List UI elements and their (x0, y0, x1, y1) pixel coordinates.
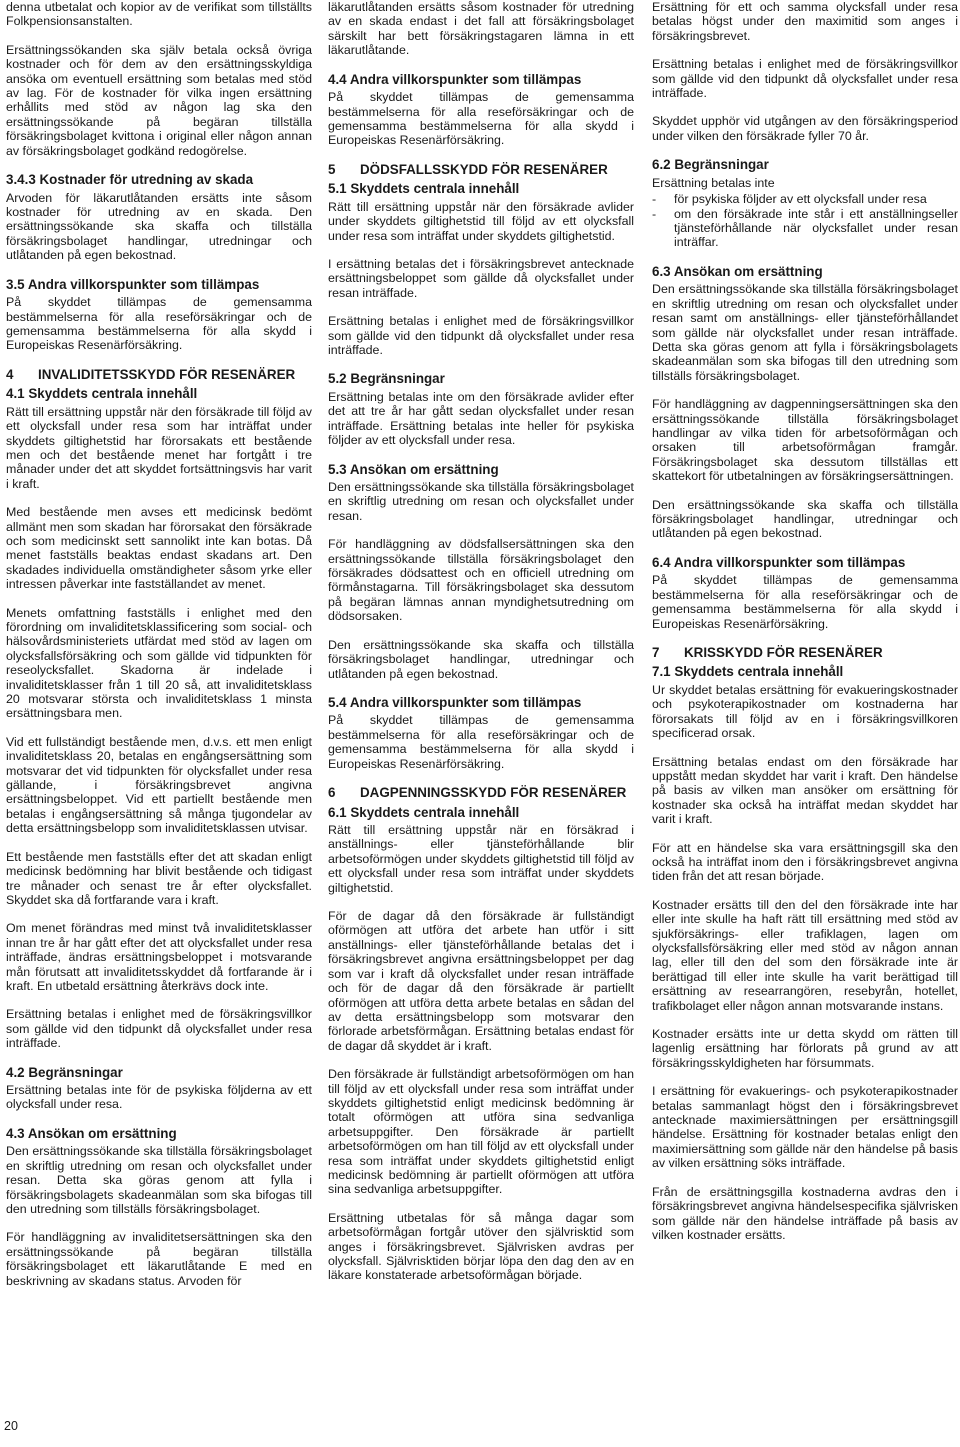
paragraph: denna utbetalat och kopior av de verifikat som tillställts Folkpensionsanstalten. (6, 0, 312, 29)
paragraph: Ersättning betalas inte om den försäkrade avlider efter det att tre år har gått sedan olycksfallet under resan inträffade. Ersättning betalas inte heller för psykiska följder av ett olycksfall under resa. (328, 389, 634, 448)
paragraph: På skyddet tillämpas de gemensamma bestämmelserna för alla reseförsäkringar och de gemensamma bestämmelserna för alla skydd i Europeiskas Resenärförsäkring. (328, 713, 634, 771)
chapter-heading (328, 785, 634, 801)
chapter-heading (6, 367, 312, 383)
section-heading: 6.4 Andra villkorspunkter som tillämpas (652, 554, 906, 570)
chapter-title: DÖDSFALLSSKYDD FÖR RESENÄRER (360, 161, 608, 177)
section-heading: 6.1 Skyddets centrala innehåll (328, 804, 520, 820)
paragraph: Från de ersättningsgilla kostnaderna avdras den i försäkringsbrevet angivna händelsespecifika självrisken som gällde när den händelse inträffade på basis av vilken kostnader ersätts. (652, 1184, 958, 1242)
chapter-number: 4 (6, 366, 14, 382)
chapter-heading (328, 162, 634, 178)
paragraph: På skyddet tillämpas de gemensamma bestämmelserna för alla reseförsäkringar och de gemensamma bestämmelserna för alla skydd i Europeiskas Resenärförsäkring. (652, 573, 958, 631)
paragraph: Ersättning betalas inte (652, 175, 775, 190)
paragraph: Den ersättningssökande ska tillställa försäkringsbolaget en skriftlig utredning om resan och olycksfallet under resan. Detta ska göras genom att fylla i försäkringsbolagets skadeanmälan som ska bifogas till den utredning som tillställs försäkringsbolaget. (6, 1144, 312, 1216)
paragraph: För handläggning av dagpenningsersättningen ska den ersättningssökande tillställa försäkringsbolaget handlingar av vilka tiden för arbetsoförmågan och orsaken till arbetsoförmågan framgår. Försäkringsbolaget ska dessutom tillställas ett skattekort för utbetalningen av försäkringsersättningen. (652, 397, 958, 484)
paragraph: Ur skyddet betalas ersättning för evakueringskostnader och psykoterapikostnader om kostnaderna har förorsakats till följd av en i försäkringsvillkoren specificerad orsak. (652, 682, 958, 741)
chapter-heading (652, 645, 958, 661)
chapter-title: KRISSKYDD FÖR RESENÄRER (684, 644, 883, 660)
section-heading: 6.3 Ansökan om ersättning (652, 263, 823, 279)
paragraph: I ersättning för evakuerings- och psykoterapikostnader betalas sammanlagt högst den i försäkringsbrevet antecknade maximiersättningen per ersättningsgill händelse. Ersättning för kostnader betalas enligt den maximiersättning som gällde när den händelse på basis av vilken ersättning söks inträffade. (652, 1084, 958, 1171)
list-item (652, 192, 958, 206)
paragraph: Den försäkrade är fullständigt arbetsoförmögen om han till följd av ett olycksfall under resa som inträffat under skyddets giltighetstid enligt medicinsk bedömning är totalt oförmögen att utföra sina sedvanliga arbetsuppgifter. Den försäkrade är partiellt arbetsoförmögen om han till följd av ett olycksfall under resa som inträffat under skyddets giltighetstid enligt medicinsk bedömning är partiellt oförmögen att utföra sina sedvanliga arbetsuppgifter. (328, 1067, 634, 1197)
paragraph: Kostnader ersätts till den del den försäkrade inte har eller inte skulle ha haft rätt till ersättning med stöd av sjukförsäkrings- eller trafiklagen, lagen om olycksfallsförsäkring eller med stöd av någon annan lag, eller till den del som den försäkrade inte är berättigad till eller inte skulle ha varit berättigad till ersättning av researrangören, resebyrån, hotellet, trafikbolaget eller någon annan motsvarande instans. (652, 897, 958, 1013)
paragraph: Rätt till ersättning uppstår när en försäkrad i anställnings- eller tjänsteförhållande blir arbetsoförmögen under skyddets giltighetstid till följd av ett olycksfall under resa som inträffat under skyddets giltighetstid. (328, 823, 634, 895)
chapter-number: 7 (652, 644, 660, 660)
paragraph: Den ersättningssökande ska tillställa försäkringsbolaget en skriftlig utredning om resan och olycksfallet under resan. (328, 480, 634, 523)
paragraph: Ersättning utbetalas för så många dagar som arbetsoförmågan fortgår utöver den självrisktid som anges i försäkringsbrevet. Självrisken avdras per olycksfall. Självrisktiden börjar löpa den dag den av en läkare konstaterade arbetsoförmågan började. (328, 1210, 634, 1283)
paragraph: Ersättning betalas i enlighet med de försäkringsvillkor som gällde vid den tidpunkt då olycksfallet under resa inträffade. (6, 1007, 312, 1051)
paragraph: Ett bestående men fastställs efter det att skadan enligt medicinsk bedömning har blivit bestående och tidigast tre månader och senast tre år efter olycksfallet. Skyddet ska då fortfarande vara i kraft. (6, 849, 312, 907)
paragraph: Ersättning betalas i enlighet med de försäkringsvillkor som gällde vid den tidpunkt då olycksfallet under resa inträffade. (328, 314, 634, 357)
paragraph: På skyddet tillämpas de gemensamma bestämmelserna för alla reseförsäkringar och de gemensamma bestämmelserna för alla skydd i Europeiskas Resenärförsäkring. (328, 90, 634, 148)
paragraph: Ersättning betalas endast om den försäkrade har uppstått medan skyddet har varit i kraft. Den händelse på basis av vilken man ansöker om ersättning för kostnader ska också ha inträffat medan skyddet har varit i kraft. (652, 754, 958, 827)
section-heading: 4.3 Ansökan om ersättning (6, 1125, 177, 1141)
section-heading: 5.2 Begränsningar (328, 371, 445, 387)
paragraph: Den ersättningssökande ska tillställa försäkringsbolaget en skriftlig utredning om resan och olycksfallet under resan samt om anställnings- eller tjänsteförhållandet som gällde när olycksfallet under resan inträffade. Detta ska göras genom att fylla i försäkringsbolagets skadeanmälan som ska bifogas till den utredning som tillställs försäkringsbolaget. (652, 282, 958, 383)
dash-list (652, 192, 958, 250)
list-item-text: om den försäkrade inte står i ett anställningseller tjänsteförhållande när olycksfallet under resan inträffar. (674, 206, 958, 250)
paragraph: Ersättning betalas i enlighet med de försäkringsvillkor som gällde vid den tidpunkt då olycksfallet under resa inträffade. (652, 57, 958, 101)
column-1 (6, 0, 312, 1302)
paragraph: För handläggning av invaliditetsersättningen ska den ersättningssökande på begäran tillställa försäkringsbolaget ett läkarutlåtande E med en beskrivning av skadans status. Arvoden för (6, 1230, 312, 1288)
column-3 (652, 0, 958, 1256)
section-heading: 5.1 Skyddets centrala innehåll (328, 181, 520, 197)
chapter-title: INVALIDITETSSKYDD FÖR RESENÄRER (38, 366, 296, 382)
paragraph: Arvoden för läkarutlåtanden ersätts inte såsom kostnader för utredning av en skada. Den ersättningssökande ska skaffa och tillställa försäkringsbolaget handlingar, utredningar och utlåtanden på egen bekostnad. (6, 190, 312, 263)
list-item (652, 207, 958, 250)
section-heading: 4.2 Begränsningar (6, 1064, 123, 1080)
dash-bullet: - (652, 192, 657, 207)
page-number: 20 (4, 1419, 18, 1433)
paragraph: Vid ett fullständigt bestående men, d.v.s. ett men enligt invaliditetsklass 20, betalas en engångsersättning som motsvarar det vid tidpunkten för olycksfallet under resa gällande, i försäkringsbrevet angivna ersättningsbeloppet. Vid ett partiellt bestående men betalas i engångsersättning så många tjugondelar av detta ersättningsbelopp som invaliditetsklassen utvisar. (6, 734, 312, 836)
section-heading: 7.1 Skyddets centrala innehåll (652, 664, 844, 680)
paragraph: Om menet förändras med minst två invaliditetsklasser innan tre år har gått efter det att olycksfallet under resa inträffade, ändras ersättningsbeloppet i motsvarande mån förutsatt att invaliditetsskyddet då fortfarande är i kraft. En utbetald ersättning återkrävs dock inte. (6, 921, 312, 993)
paragraph: Den ersättningssökande ska skaffa och tillställa försäkringsbolaget handlingar, utredningar och utlåtanden på egen bekostnad. (652, 497, 958, 541)
section-heading: 6.2 Begränsningar (652, 157, 769, 173)
paragraph: Rätt till ersättning uppstår när den försäkrade avlider under skyddets giltighetstid till följd av ett olycksfall under resa som inträffat under skyddets giltighetstid. (328, 199, 634, 243)
paragraph: I ersättning betalas det i försäkringsbrevet antecknade ersättningsbeloppet som gällde då olycksfallet under resan inträffade. (328, 256, 634, 300)
section-heading: 5.3 Ansökan om ersättning (328, 461, 499, 477)
paragraph: Menets omfattning fastställs i enlighet med den förordning om invaliditetsklassificering som social- och hälsovårdsministeriets utfärdat med stöd av lagen om olycksfallsförsäkring och som gällde vid tidpunkten för reseolycksfallet. Skadorna är indelade i invaliditetsklasser från 1 till 20 så, att invaliditetsklass 20 motsvarar största och invaliditetsklass 1 minsta ersättningsbara men. (6, 605, 312, 721)
column-2 (328, 0, 634, 1297)
list-item-text: för psykiska följder av ett olycksfall under resa (674, 192, 927, 207)
paragraph: Ersättningssökanden ska själv betala också övriga kostnader och för dem av den ersättningsskyldiga ansöka om eventuell ersättning som betalas med stöd av lag. För de kostnader för vilka ingen ersättning erhållits med stöd av någon lag ska den ersättningssökande på begäran tillställa försäkringsbolaget kvittona i original eller någon annan av försäkringsbolaget godkänd redogörelse. (6, 42, 312, 158)
paragraph: För att en händelse ska vara ersättningsgill ska den också ha inträffat inom den i försäkringsbrevet angivna tiden från det att resan började. (652, 840, 958, 884)
chapter-title: DAGPENNINGSSKYDD FÖR RESENÄRER (360, 785, 627, 801)
paragraph: På skyddet tillämpas de gemensamma bestämmelserna för alla reseförsäkringar och de gemensamma bestämmelserna för alla skydd i Europeiskas Resenärförsäkring. (6, 295, 312, 353)
section-heading: 3.4.3 Kostnader för utredning av skada (6, 172, 254, 188)
paragraph: För de dagar då den försäkrade är fullständigt oförmögen att utföra det arbete han utför i sitt anställnings- eller tjänsteförhållande betalas det i försäkringsbrevet angivna ersättningsbeloppet per dag som var i kraft då olycksfallet under resan inträffade och för de dagar då den försäkrade är partiellt oförmögen att utföra detta arbete betalas en sådan del av detta ersättningsbelopp som motsvarar den förlorade arbetsförmågan. Ersättning betalas endast för de dagar då skyddet är i kraft. (328, 909, 634, 1053)
section-heading: 5.4 Andra villkorspunkter som tillämpas (328, 694, 582, 710)
chapter-number: 5 (328, 161, 336, 177)
paragraph: läkarutlåtanden ersätts såsom kostnader för utredning av en skada endast i det fall att försäkringsbolaget särskilt har bett försäkringstagaren lämna in ett läkarutlåtande. (328, 0, 634, 58)
paragraph: Ersättning betalas inte för de psykiska följderna av ett olycksfall under resa. (6, 1083, 312, 1112)
dash-bullet: - (652, 206, 657, 221)
paragraph: Skyddet upphör vid utgången av den försäkringsperiod under vilken den försäkrade fyller 70 år. (652, 114, 958, 143)
section-heading: 4.1 Skyddets centrala innehåll (6, 386, 198, 402)
section-heading: 4.4 Andra villkorspunkter som tillämpas (328, 71, 582, 87)
paragraph: Ersättning för ett och samma olycksfall under resa betalas högst under den maximitid som anges i försäkringsbrevet. (652, 0, 958, 43)
paragraph: Rätt till ersättning uppstår när den försäkrade till följd av ett olycksfall under resa som har inträffat under skyddets giltighetstid har förorsakats ett bestående men och det bestående menet har fortgått i tre månader under det att skyddet fortsättningsvis har varit i kraft. (6, 404, 312, 491)
paragraph: Med bestående men avses ett medicinsk bedömt allmänt men som skadan har förorsakat den försäkrade och som medicinskt sett sannolikt inte kan botas. Då menet fastställs beaktas endast skadans art. Den skadades individuella omständigheter såsom yrke eller intressen påverkar inte fastställandet av menet. (6, 505, 312, 592)
paragraph: Kostnader ersätts inte ur detta skydd om rätten till lagenlig ersättning har förlorats på grund av att försäkringsskyldigheten har försummats. (652, 1027, 958, 1070)
section-heading: 3.5 Andra villkorspunkter som tillämpas (6, 276, 260, 292)
paragraph: För handläggning av dödsfallsersättningen ska den ersättningssökande tillställa försäkringsbolaget den försäkrades dödsattest och en officiell utredning om förmånstagarna. Till försäkringsbolaget ska dessutom på begäran lämnas annan myndighetsutredning om dödsorsaken. (328, 537, 634, 624)
paragraph: Den ersättningssökande ska skaffa och tillställa försäkringsbolaget handlingar, utredningar och utlåtanden på egen bekostnad. (328, 637, 634, 681)
chapter-number: 6 (328, 785, 336, 801)
